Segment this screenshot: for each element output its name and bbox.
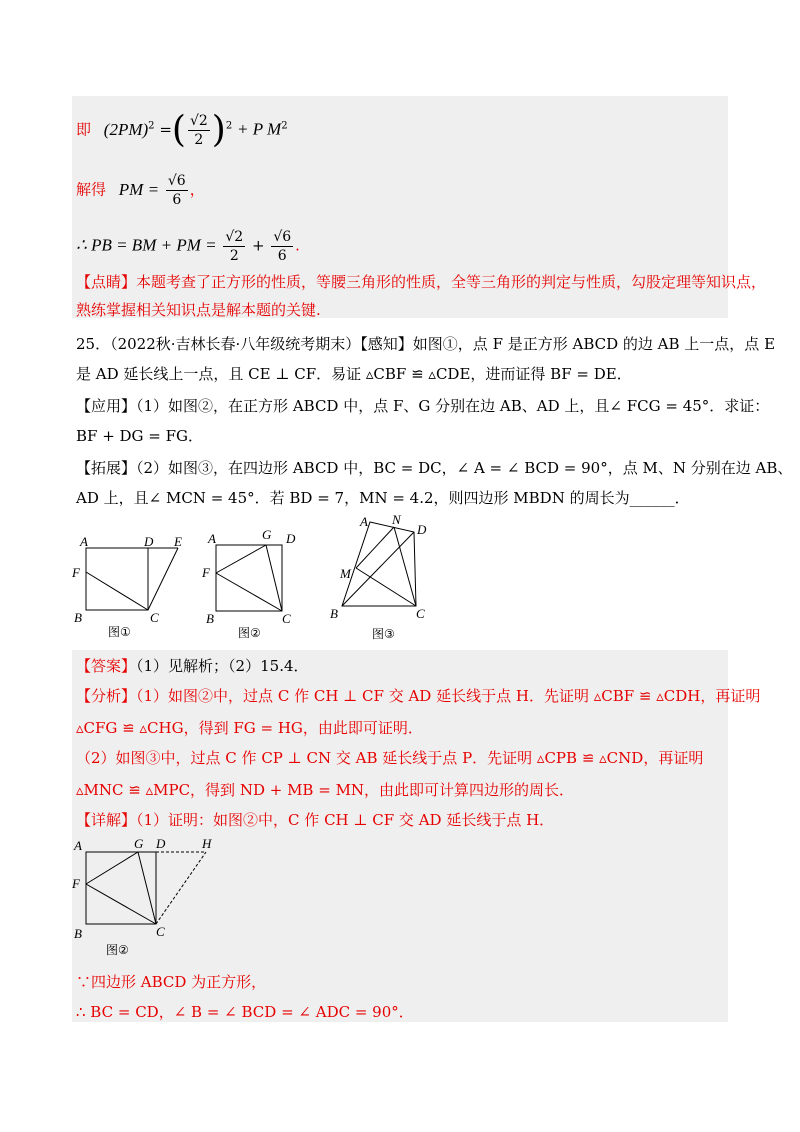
fig1-label-a: A <box>80 534 88 549</box>
problem-line-5: 【拓展】（2）如图③，在四边形 ABCD 中，BC = DC，∠ A = ∠ BCD = 90°，点 M、N 分别在边 AB、 <box>76 459 793 477</box>
analysis-tag: 【分析】 <box>76 687 137 705</box>
eq3-den2: 6 <box>277 248 287 264</box>
fig2-gc <box>266 545 282 611</box>
fig3-bd <box>342 532 414 606</box>
problem-line-4: BF + DG = FG． <box>76 427 204 445</box>
fig2-label-g: G <box>262 527 272 542</box>
eq1-rparen: ) <box>211 109 226 151</box>
fig2-caption: 图② <box>238 626 261 640</box>
fig1-label-d: D <box>144 534 154 549</box>
comment-text-2: 熟练掌握相关知识点是解本题的关键. <box>76 301 321 319</box>
fig2-label-d: D <box>286 531 296 546</box>
fig2-label-c: C <box>282 611 291 626</box>
fig1-label-f: F <box>72 565 80 580</box>
eq1-exp3: 2 <box>281 120 288 132</box>
sol-fig-label-g: G <box>134 836 144 851</box>
eq2-num: √6 <box>167 173 186 189</box>
fig3-quadrilateral <box>342 522 416 606</box>
equation-line-2 <box>76 172 205 209</box>
fig2-fc <box>216 573 282 611</box>
analysis-line-4: ▵MNC ≌ ▵MPC，得到 ND + MB = MN，由此即可计算四边形的周长． <box>76 781 575 799</box>
eq1-frac <box>188 112 210 149</box>
eq2-den: 6 <box>172 192 182 208</box>
analysis-line-1 <box>76 686 760 706</box>
problem-line-2: 是 AD 延长线上一点，且 CE ⊥ CF．易证 ▵CBF ≌ ▵CDE，进而证得 BF = DE． <box>76 365 632 383</box>
detail-text-1: （1）证明：如图②中，C 作 CH ⊥ CF 交 AD 延长线于点 H． <box>136 811 555 829</box>
answer-text: （1）见解析；（2）15.4． <box>136 657 309 675</box>
fig2-label-f: F <box>202 565 210 580</box>
equation-line-3 <box>76 228 300 265</box>
eq1-plus: + P M <box>236 119 282 139</box>
sol-fig-ch-dashed <box>156 852 206 924</box>
eq1-prefix: 即 <box>76 120 92 139</box>
fig1-label-e: E <box>174 534 182 549</box>
eq3-frac2 <box>271 228 293 265</box>
eq2-frac <box>166 172 188 209</box>
fig1-label-b: B <box>74 610 82 625</box>
fig3-label-m: M <box>340 566 351 581</box>
equation-line-1 <box>76 109 288 151</box>
fig1-ce <box>148 548 178 610</box>
eq3-frac1 <box>223 228 245 265</box>
answer-tag: 【答案】 <box>76 657 137 675</box>
eq3-num2: √6 <box>273 229 292 245</box>
eq3-tail: . <box>295 236 300 255</box>
detail-line-1 <box>76 810 554 830</box>
comment-tag: 【点睛】 <box>76 273 137 291</box>
sol-fig-label-c: C <box>156 924 165 939</box>
eq1-exp: 2 <box>148 120 155 132</box>
figure-2-with-h <box>70 836 230 961</box>
sol-fig-caption: 图② <box>106 943 129 957</box>
detail-tag: 【详解】 <box>76 811 137 829</box>
analysis-text-1: （1）如图②中，过点 C 作 CH ⊥ CF 交 AD 延长线于点 H．先证明 ▵CBF ≌ ▵CDH，再证明 <box>136 687 761 705</box>
analysis-line-2: ▵CFG ≌ ▵CHG，得到 FG = HG，由此即可证明． <box>76 719 423 737</box>
analysis-line-3: （2）如图③中，过点 C 作 CP ⊥ CN 交 AB 延长线于点 P．先证明 ▵CPB ≌ ▵CND，再证明 <box>76 749 704 767</box>
sol-fig-label-a: A <box>74 838 82 853</box>
eq1-den: 2 <box>194 132 204 148</box>
step-line-1: ∵四边形 ABCD 为正方形， <box>76 973 267 991</box>
eq2-prefix: 解得 <box>76 180 107 199</box>
fig3-label-a: A <box>360 514 368 529</box>
eq1-lparen: ( <box>171 109 186 151</box>
figure-1 <box>70 530 195 645</box>
fig1-square <box>86 548 148 610</box>
fig1-caption: 图① <box>108 625 131 639</box>
fig3-label-b: B <box>330 606 338 621</box>
eq2-tail: ， <box>189 180 205 199</box>
fig3-label-d: D <box>417 522 427 537</box>
sol-fig-gc <box>138 852 156 924</box>
comment-line-2 <box>76 300 321 320</box>
eq3-num1: √2 <box>225 229 244 245</box>
eq3-plus: + <box>251 236 265 255</box>
fig3-label-n: N <box>392 512 401 527</box>
comment-text-1: 本题考查了正方形的性质，等腰三角形的性质，全等三角形的判定与性质，勾股定理等知识点， <box>136 273 767 291</box>
problem-line-6: AD 上，且∠ MCN = 45°．若 BD = 7，MN = 4.2，则四边形 MBDN 的周长为______． <box>76 489 690 507</box>
eq1-exp2: 2 <box>225 120 233 132</box>
sol-fig-label-h: H <box>202 836 212 851</box>
sol-fig-label-f: F <box>72 876 80 891</box>
problem-line-3: 【应用】（1）如图②，在正方形 ABCD 中，点 F、G 分别在边 AB、AD 上，且∠ FCG = 45°．求证： <box>76 397 770 415</box>
sol-fig-fc <box>86 884 156 924</box>
fig3-label-c: C <box>416 606 425 621</box>
eq1-eq: = <box>159 120 172 139</box>
answer-line <box>76 656 309 676</box>
eq3-den1: 2 <box>229 248 239 264</box>
eq2-lhs: PM = <box>118 179 160 199</box>
fig2-label-b: B <box>206 611 214 626</box>
eq1-lhs: (2PM) <box>103 119 149 139</box>
problem-line-1: 25．（2022秋·吉林长春·八年级统考期末）【感知】如图①，点 F 是正方形 ABCD 的边 AB 上一点，点 E <box>76 335 776 353</box>
sol-fig-label-d: D <box>156 836 166 851</box>
sol-fig-label-b: B <box>74 926 82 941</box>
fig2-fg <box>216 545 266 573</box>
sol-fig-fg <box>86 852 138 884</box>
eq1-num: √2 <box>189 113 208 129</box>
figure-3 <box>328 512 438 647</box>
fig2-label-a: A <box>208 531 216 546</box>
fig1-cf <box>86 572 148 610</box>
fig1-label-c: C <box>150 610 159 625</box>
eq3-lhs: ∴ PB = BM + PM = <box>76 235 217 255</box>
fig3-caption: 图③ <box>372 627 395 641</box>
comment-line-1 <box>76 272 766 292</box>
figure-2 <box>200 525 310 645</box>
step-line-2: ∴ BC = CD，∠ B = ∠ BCD = ∠ ADC = 90°． <box>76 1003 414 1021</box>
